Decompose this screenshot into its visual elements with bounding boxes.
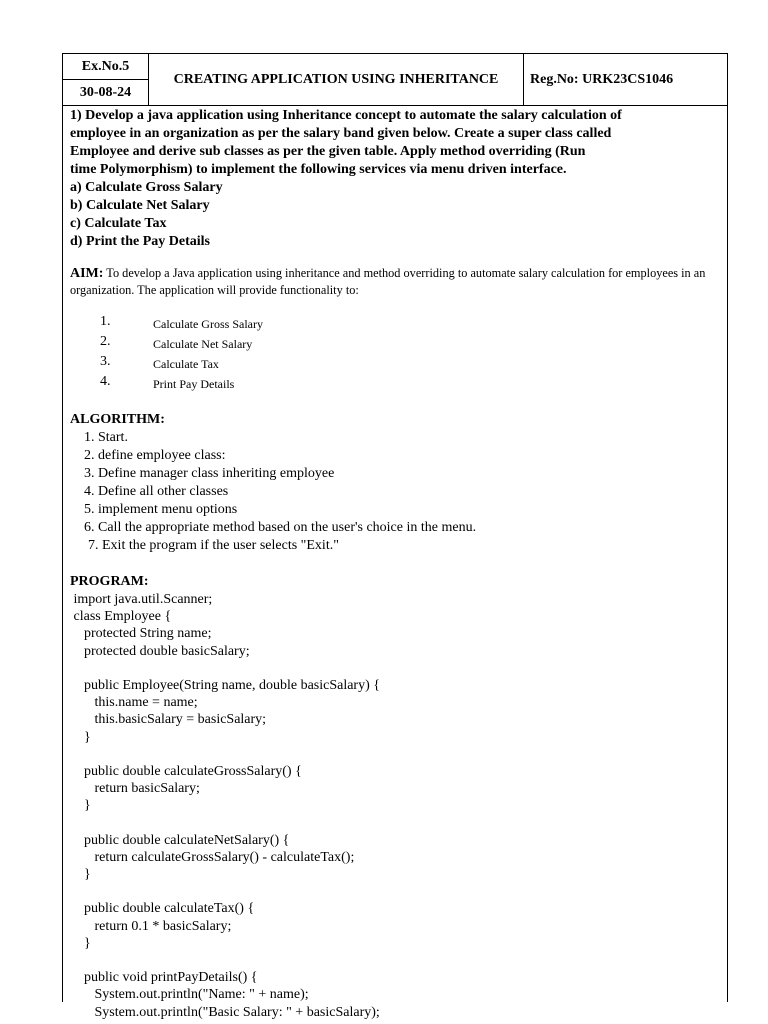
exercise-date: 30-08-24 [63,80,149,105]
code-line: public void printPayDetails() { [70,970,258,986]
code-line: System.out.println("Basic Salary: " + basicSalary); [70,1004,380,1020]
algorithm-step: 5. implement menu options [84,502,238,517]
code-line [70,814,720,831]
algorithm-step: 1. Start. [84,430,128,445]
code-line [70,952,720,969]
aim-paragraph [70,265,720,299]
algorithm-step: 6. Call the appropriate method based on the user's choice in the menu. [84,520,477,535]
code-line: } [70,729,91,745]
code-line: public double calculateTax() { [70,901,255,917]
question-option: c) Calculate Tax [70,216,167,231]
document-page [62,53,728,1020]
aim-label: AIM: [70,266,104,281]
question-option: d) Print the Pay Details [70,234,210,249]
algorithm-step: 4. Define all other classes [84,484,229,499]
code-line: } [70,935,91,951]
list-number: 4. [100,374,111,389]
code-line: import java.util.Scanner; [70,592,213,607]
algorithm-step: 7. Exit the program if the user selects "Exit." [88,538,339,553]
list-number: 1. [100,314,111,329]
code-line: public double calculateGrossSalary() { [70,763,302,779]
algorithm-step: 3. Define manager class inheriting employee [84,466,335,481]
question-line: 1) Develop a java application using Inheritance concept to automate the salary calculation of [70,108,622,123]
list-item [100,333,720,353]
algorithm-steps [70,429,720,555]
code-line: return 0.1 * basicSalary; [70,918,232,934]
algorithm-heading: ALGORITHM: [70,412,165,427]
program-code [70,591,720,1021]
aim-text: To develop a Java application using inheritance and method overriding to automate salary calculation for employees in an organization. The application will provide functionality to: [70,266,706,297]
list-text: Print Pay Details [153,377,235,391]
header-table [63,54,727,106]
code-line: System.out.println("Name: " + name); [70,987,309,1003]
code-line: public Employee(String name, double basicSalary) { [70,677,380,693]
document-title: CREATING APPLICATION USING INHERITANCE [149,54,524,105]
code-line: class Employee { [70,609,172,625]
code-line: } [70,867,91,882]
question-block [70,107,720,251]
code-line [70,883,720,900]
question-option: b) Calculate Net Salary [70,198,210,213]
aim-list [70,313,720,393]
list-number: 3. [100,354,111,369]
list-item [100,313,720,333]
code-line: return basicSalary; [70,781,200,797]
code-line: this.name = name; [70,695,198,711]
program-heading: PROGRAM: [70,574,149,589]
code-line [70,660,720,677]
question-line: Employee and derive sub classes as per the given table. Apply method overriding (Run [70,144,586,159]
code-line: protected double basicSalary; [70,643,250,659]
list-item [100,373,720,393]
exercise-number: Ex.No.5 [63,54,149,80]
question-line: employee in an organization as per the salary band given below. Create a super class called [70,126,612,141]
list-text: Calculate Gross Salary [153,317,263,331]
algorithm-step: 2. define employee class: [84,448,226,463]
list-number: 2. [100,334,111,349]
code-line: public double calculateNetSalary() { [70,832,290,848]
document-content [70,107,720,1021]
code-line [70,746,720,763]
question-line: time Polymorphism) to implement the following services via menu driven interface. [70,162,567,177]
code-line: protected String name; [70,626,212,642]
list-item [100,353,720,373]
list-text: Calculate Tax [153,357,219,371]
registration-number: Reg.No: URK23CS1046 [530,71,674,87]
code-line: return calculateGrossSalary() - calculateTax(); [70,849,355,865]
code-line: this.basicSalary = basicSalary; [70,712,267,728]
question-option: a) Calculate Gross Salary [70,180,223,195]
list-text: Calculate Net Salary [153,337,253,351]
code-line: } [70,798,91,814]
